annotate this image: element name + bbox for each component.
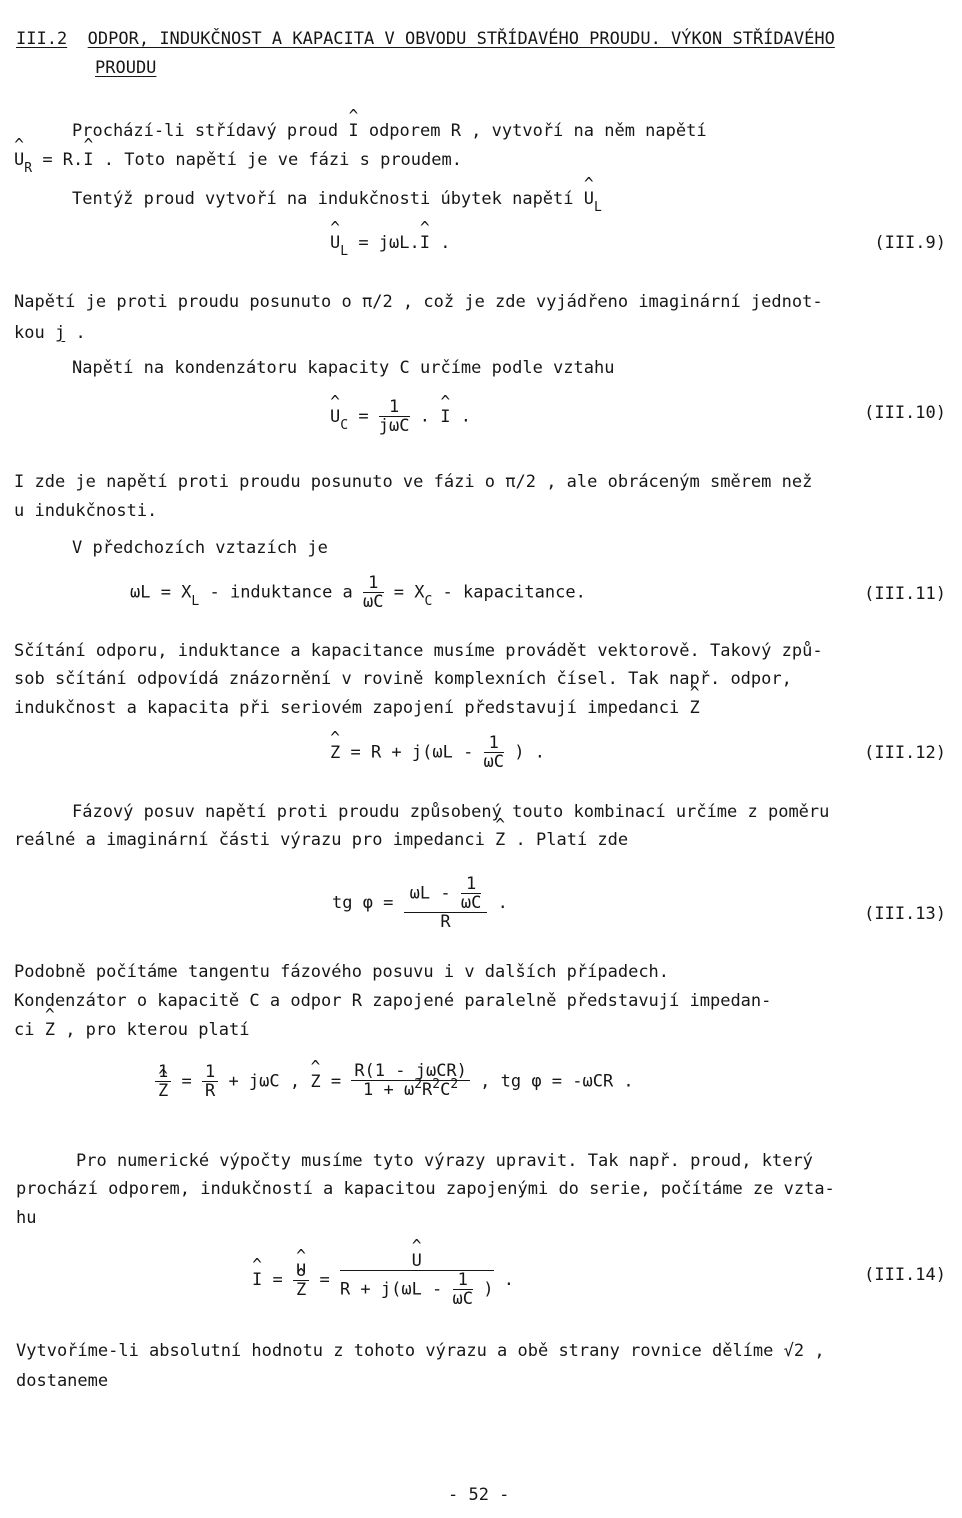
imaginary-unit: j xyxy=(54,323,66,343)
denominator: ωC xyxy=(363,592,384,612)
current-phasor: ^ I xyxy=(440,407,450,427)
text-run: = xyxy=(171,1071,202,1092)
text-run: , pro kterou platí xyxy=(54,1020,250,1040)
equation-number: (III.10) xyxy=(864,403,946,423)
fraction xyxy=(202,1063,218,1100)
impedance-phasor: ^ Z xyxy=(45,1019,55,1041)
inner-fraction xyxy=(461,875,481,912)
paragraph-10-line-2: dostaneme xyxy=(16,1371,109,1391)
paragraph-9-line-2: prochází odporem, indukčností a kapacitou zapojenými do serie, počítáme ze vzta- xyxy=(16,1179,835,1199)
denominator: jωC xyxy=(378,416,410,436)
impedance-phasor: ^ Z xyxy=(330,743,340,763)
numerator: 1 xyxy=(202,1063,218,1082)
fraction xyxy=(340,1252,494,1308)
paragraph-3: Napětí na kondenzátoru kapacity C určíme podle vztahu xyxy=(72,358,615,378)
voltage-phasor: ^ U xyxy=(330,407,340,427)
equation-number: (III.13) xyxy=(864,904,946,924)
equation-III-10 xyxy=(330,398,471,435)
text-run: ci xyxy=(14,1020,45,1040)
subscript: C xyxy=(424,593,433,609)
subscript: C xyxy=(340,417,349,433)
paragraph-7-line-2 xyxy=(14,829,628,851)
text-run: = X xyxy=(383,582,425,603)
subscript: L xyxy=(340,244,349,259)
impedance-phasor: ^ Z xyxy=(296,1281,306,1299)
equation-number: (III.14) xyxy=(864,1265,946,1285)
text-run: odporem R , vytvoří na něm napětí xyxy=(358,121,707,141)
fraction xyxy=(379,398,410,435)
paragraph-5: V předchozích vztazích je xyxy=(72,538,328,558)
paragraph-4-line-1: I zde je napětí proti proudu posunuto ve fázi o π/2 , ale obráceným směrem než xyxy=(14,472,813,492)
paragraph-2-line-1: Napětí je proti proudu posunuto o π/2 , což je zde vyjádřeno imaginární jednot- xyxy=(14,292,823,312)
text-run: = R + j(ωL - xyxy=(340,742,484,763)
equation-III-12 xyxy=(330,734,545,771)
paragraph-1-line-2 xyxy=(14,149,462,176)
current-phasor: ^ I xyxy=(420,232,430,254)
fraction xyxy=(363,574,383,611)
paragraph-7-line-1: Fázový posuv napětí proti proudu způsobený touto kombinací určíme z poměru xyxy=(72,802,830,822)
subscript: R xyxy=(24,161,33,176)
text-run: ωL - xyxy=(409,883,461,904)
fraction xyxy=(404,875,488,931)
text-run: . Platí zde xyxy=(505,830,629,850)
text-run: ) xyxy=(473,1279,494,1300)
paragraph-10-line-1: Vytvoříme-li absolutní hodnotu z tohoto výrazu a obě strany rovnice dělíme √2 , xyxy=(16,1341,825,1361)
text-run: Prochází-li střídavý proud xyxy=(72,121,349,141)
equation-number: (III.12) xyxy=(864,743,946,763)
voltage-phasor: ^ U xyxy=(14,149,24,171)
equation-number: (III.11) xyxy=(864,584,946,604)
equation-III-11 xyxy=(130,574,586,611)
numerator: 1 xyxy=(484,734,504,753)
text-run: - kapacitance. xyxy=(432,582,586,603)
numerator: 1 xyxy=(453,1271,473,1290)
text-run: indukčnost a kapacita při seriovém zapojení představují impedanci xyxy=(14,698,690,718)
text-run: ωL = X xyxy=(130,582,192,603)
denominator: ωC xyxy=(460,893,482,913)
denominator xyxy=(340,1271,494,1308)
voltage-phasor: ^ U xyxy=(412,1252,422,1270)
equation-III-9 xyxy=(330,232,451,259)
paragraph-6-line-1: Sčítání odporu, induktance a kapacitance musíme provádět vektorově. Takový způ- xyxy=(14,641,823,661)
current-phasor: ^ I xyxy=(83,149,93,171)
denominator xyxy=(155,1082,171,1100)
text-run: reálné a imaginární části výrazu pro impedanci xyxy=(14,830,496,850)
superscript: 2 xyxy=(450,1077,459,1092)
paragraph-9-line-3: hu xyxy=(16,1208,37,1228)
equation-parallel-rc xyxy=(155,1062,634,1101)
paragraph-1-line-1 xyxy=(72,120,707,142)
numerator: R(1 - jωCR) xyxy=(351,1062,470,1081)
paragraph-2-line-2 xyxy=(14,322,86,344)
text-run: 1 + ω xyxy=(363,1080,415,1100)
impedance-phasor: ^ Z xyxy=(158,1082,168,1100)
section-title-cont: PROUDU xyxy=(95,58,157,78)
text-run: - induktance a xyxy=(199,582,364,603)
paragraph-8-line-2: Kondenzátor o kapacitě C a odpor R zapojené paralelně představují impedan- xyxy=(14,991,772,1011)
text-run: Tentýž proud vytvoří na indukčnosti úbytek napětí xyxy=(72,189,584,209)
text-run: . xyxy=(409,406,441,427)
paragraph-6-line-3 xyxy=(14,697,700,719)
text-run: . xyxy=(450,406,471,427)
paragraph-4-line-2: u indukčnosti. xyxy=(14,501,158,521)
text-run: . xyxy=(429,233,451,253)
paragraph-8-line-1: Podobně počítáme tangentu fázového posuvu i v dalších případech. xyxy=(14,962,670,982)
paragraph-9-line-1: Pro numerické výpočty musíme tyto výrazy upravit. Tak např. proud, který xyxy=(76,1151,813,1171)
numerator: 1 xyxy=(155,1063,171,1082)
voltage-phasor: ^ U xyxy=(584,188,594,210)
subscript: L xyxy=(191,593,200,609)
text-run: = R. xyxy=(32,150,84,170)
text-run: = xyxy=(262,1270,293,1290)
equation-III-14 xyxy=(252,1252,514,1308)
equation-number: (III.9) xyxy=(874,233,946,253)
denominator: R xyxy=(204,1081,216,1101)
numerator: 1 xyxy=(461,875,481,894)
denominator: ωC xyxy=(452,1289,474,1309)
text-run: = xyxy=(309,1270,340,1290)
fraction xyxy=(155,1063,171,1100)
impedance-phasor: ^ Z xyxy=(690,697,700,719)
text-run: . xyxy=(487,893,508,913)
text-run: tg φ = xyxy=(332,893,404,913)
impedance-phasor: ^ Z xyxy=(310,1072,320,1092)
section-number: III.2 xyxy=(16,29,68,49)
text-run: R + j(ωL - xyxy=(339,1279,453,1300)
text-run: = xyxy=(348,406,379,427)
text-run: C xyxy=(440,1080,451,1100)
fraction xyxy=(484,734,504,771)
text-run: + jωC , xyxy=(218,1071,311,1092)
text-run: = jωL. xyxy=(348,233,420,253)
text-run: ) . xyxy=(504,742,545,763)
text-run: = xyxy=(320,1071,352,1092)
paragraph-6-line-2: sob sčítání odpovídá znázornění v rovině komplexních čísel. Tak např. odpor, xyxy=(14,669,792,689)
voltage-phasor: ^ U xyxy=(296,1262,306,1280)
numerator: 1 xyxy=(363,574,383,593)
voltage-phasor: ^ U xyxy=(330,232,340,254)
paragraph-8-line-3 xyxy=(14,1019,249,1041)
equation-III-13 xyxy=(332,875,508,931)
text-run: . xyxy=(65,323,86,343)
section-title: ODPOR, INDUKČNOST A KAPACITA V OBVODU STŘÍDAVÉHO PROUDU. VÝKON STŘÍDAVÉHO xyxy=(87,29,835,49)
fraction xyxy=(351,1062,470,1101)
page-number: - 52 - xyxy=(448,1485,510,1505)
text-run: , tg φ = -ωCR . xyxy=(469,1071,634,1092)
numerator: 1 xyxy=(379,398,410,417)
numerator xyxy=(340,1252,494,1271)
text-run: . xyxy=(493,1270,514,1290)
numerator xyxy=(404,875,488,913)
impedance-phasor: ^ Z xyxy=(495,829,505,851)
superscript: 2 xyxy=(432,1077,441,1092)
text-run: kou xyxy=(14,323,55,343)
paragraph-1-line-3 xyxy=(72,188,602,215)
section-heading xyxy=(16,28,835,50)
current-phasor: ^ I xyxy=(348,120,358,142)
denominator: ωC xyxy=(483,752,505,772)
denominator: R xyxy=(440,912,451,932)
subscript: L xyxy=(594,200,602,215)
current-phasor: ^ I xyxy=(252,1270,262,1290)
denominator xyxy=(351,1077,470,1101)
text-run: R xyxy=(422,1080,433,1100)
fraction xyxy=(293,1262,309,1299)
text-run: . Toto napětí je ve fázi s proudem. xyxy=(93,150,462,170)
denominator xyxy=(293,1281,309,1299)
inner-fraction xyxy=(453,1271,473,1308)
superscript: 2 xyxy=(414,1077,423,1092)
